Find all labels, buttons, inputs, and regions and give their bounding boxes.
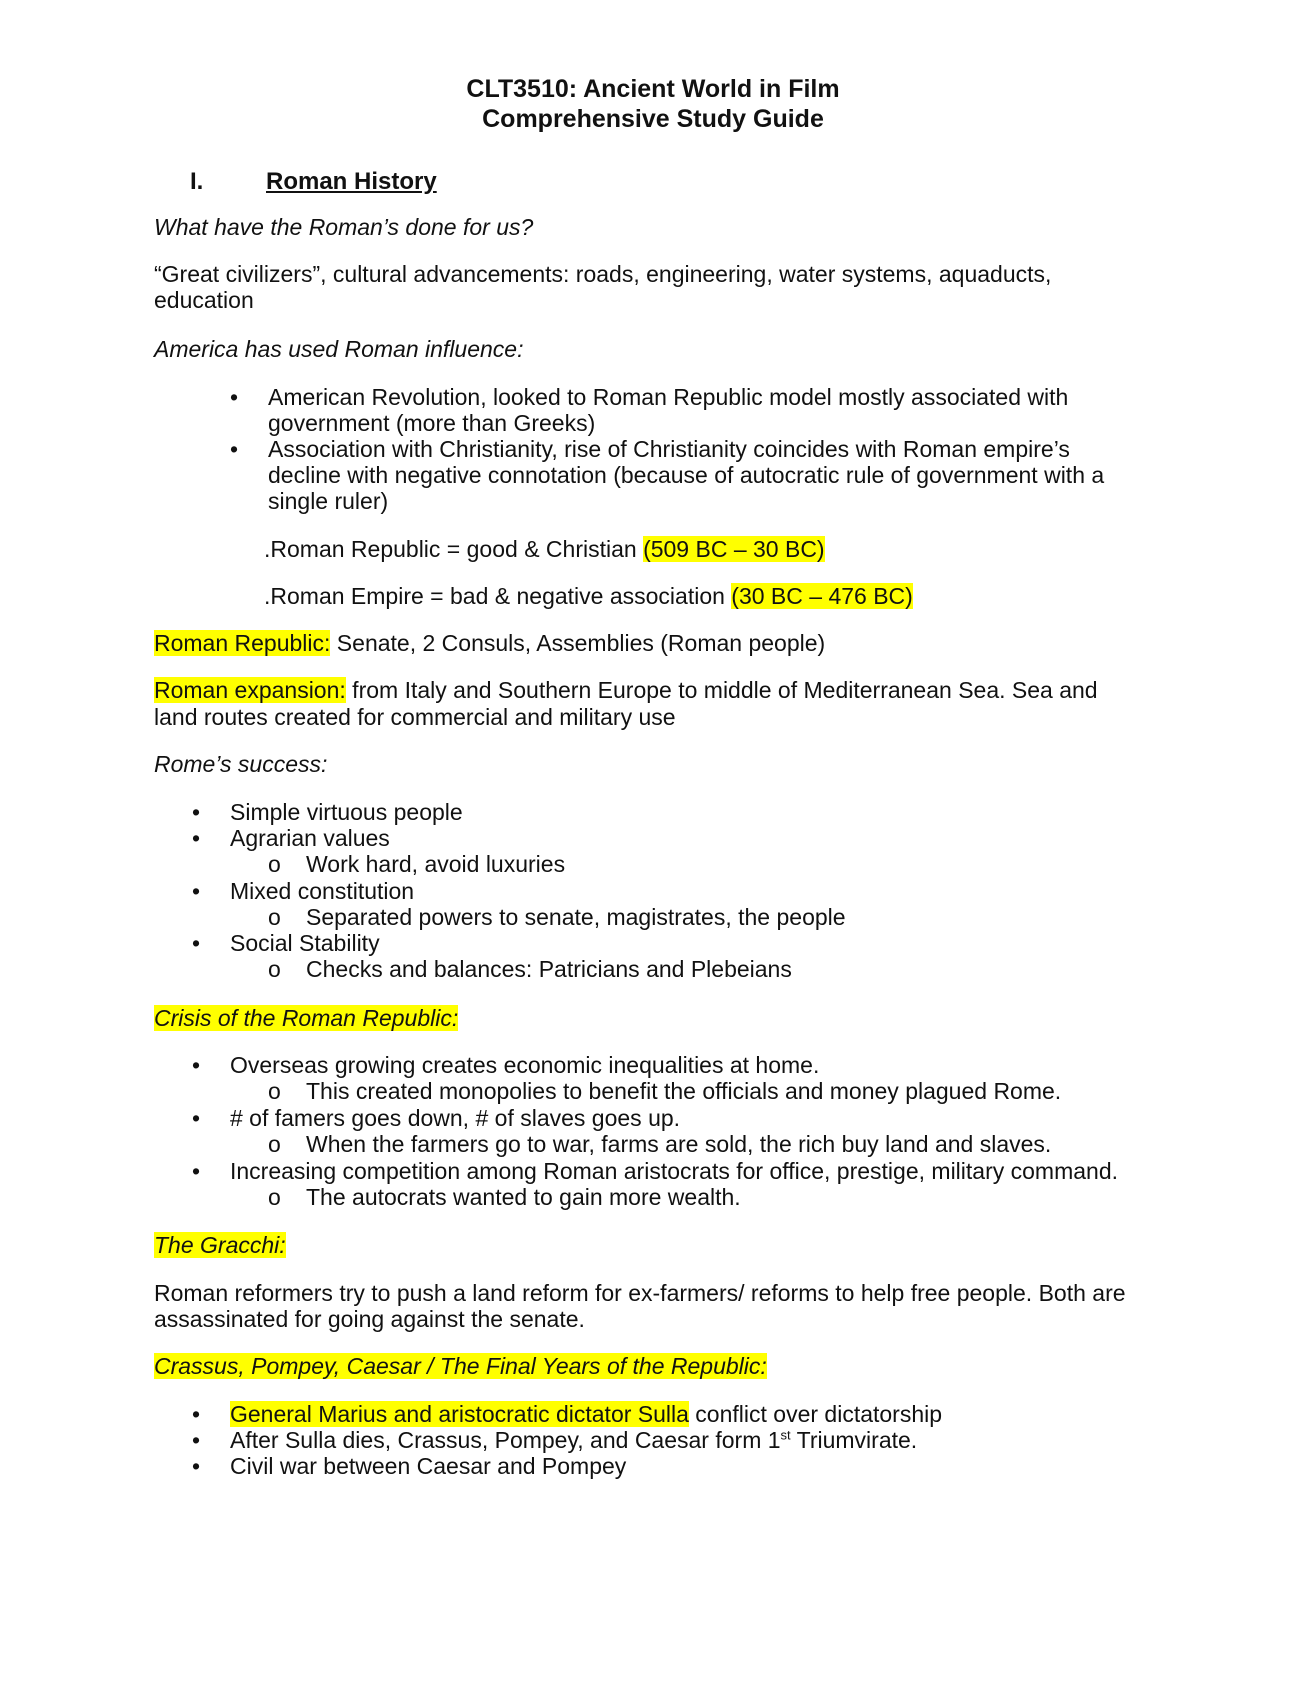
question-romans: What have the Roman’s done for us? (154, 214, 534, 240)
bullet-icon: • (230, 384, 239, 410)
bullet-icon: • (192, 930, 201, 956)
gracchi-line1: Roman reformers try to push a land reform for ex-farmers/ reforms to help free people. Both are (154, 1280, 1126, 1306)
bullet-icon: • (230, 436, 239, 462)
paragraph-civilizers-line1: “Great civilizers”, cultural advancements: roads, engineering, water systems, aquaducts, (154, 261, 1052, 287)
bullet-icon: • (192, 1427, 201, 1453)
circle-bullet-icon: o (268, 956, 281, 982)
bullet-icon: • (192, 1105, 201, 1131)
circle-bullet-icon: o (268, 1131, 281, 1157)
bullet-icon: • (192, 799, 201, 825)
section-title: Roman History (266, 168, 437, 195)
gracchi-heading: The Gracchi: (154, 1232, 286, 1258)
circle-bullet-icon: o (268, 851, 281, 877)
bullet-icon: • (192, 1453, 201, 1479)
empire-dates: (30 BC – 476 BC) (731, 583, 913, 609)
circle-bullet-icon: o (268, 1184, 281, 1210)
circle-bullet-icon: o (268, 904, 281, 930)
roman-expansion-label: Roman expansion: (154, 677, 346, 703)
document-page: CLT3510: Ancient World in Film Comprehensive Study Guide I. Roman History What have the Roman’s done for us? “Great civilizers”, cultural advancements: roads, engineering, water systems, aquaducts, education America has used Roman influence: • American Revolution, looked to Roman Republic model mostly associated with government (more than Greeks) • Association with Christianity, rise of Christianity coincides with Roman empire’s decline with negative connotation (because of autocratic rule of government with a single ruler) .Roman Republic = good & Christian (509 BC – 30 BC) .Roman Empire = bad & negative association (30 BC – 476 BC) Roman Republic: Senate, 2 Consuls, Assemblies (Roman people) Roman expansion: from Italy and Southern Europe to middle of Mediterranean Sea. Sea and land routes created for commercial and military use Rome’s success: • Simple virtuous people • Agrarian values o Work hard, avoid luxuries • Mixed constitution o Separated powers to senate, magistrates, the people • Social Stability o Checks and balances: Patricians and Plebeians Crisis of the Roman Republic: • Overseas growing creates economic inequalities at home. o This created monopolies to benefit the officials and money plagued Rome. • # of famers goes down, # of slaves goes up. o When the farmers go to war, farms are sold, the rich buy land and slaves. • Increasing competition among Roman aristocrats for office, prestige, military command. o The autocrats wanted to gain more wealth. The Gracchi: Roman reformers try to push a land reform for ex-farmers/ reforms to help free people. Both are assassinated for going against the senate. Crassus, Pompey, Caesar / The Final Years of the Republic: • General Marius and aristocratic dictator Sulla conflict over dictatorship • After Sulla dies, Crassus, Pompey, and Caesar form 1st Triumvirate. • Civil war between Caesar and Pompey (0, 0, 1306, 1692)
question-america: America has used Roman influence: (154, 336, 524, 362)
section-heading (190, 168, 437, 195)
bullet-icon: • (192, 1158, 201, 1184)
doc-title-line2: Comprehensive Study Guide (482, 105, 824, 133)
success-heading: Rome’s success: (154, 751, 328, 777)
final-years-heading: Crassus, Pompey, Caesar / The Final Years of the Republic: (154, 1353, 767, 1379)
paragraph-civilizers-line2: education (154, 287, 254, 313)
empire-line: .Roman Empire = bad & negative association (30 BC – 476 BC) (264, 583, 913, 609)
bullet-icon: • (192, 1052, 201, 1078)
bullet-icon: • (192, 825, 201, 851)
crisis-heading: Crisis of the Roman Republic: (154, 1005, 459, 1031)
section-number: I. (190, 168, 204, 195)
roman-republic-line: Roman Republic: Senate, 2 Consuls, Assemblies (Roman people) (154, 630, 826, 656)
roman-expansion-line1: Roman expansion: from Italy and Southern Europe to middle of Mediterranean Sea. Sea and (154, 677, 1098, 703)
doc-title-line1: CLT3510: Ancient World in Film (466, 75, 840, 103)
gracchi-line2: assassinated for going against the senate. (154, 1306, 585, 1332)
bullet-icon: • (192, 878, 201, 904)
republic-line: .Roman Republic = good & Christian (509 BC – 30 BC) (264, 536, 825, 562)
roman-expansion-line2: land routes created for commercial and military use (154, 704, 676, 730)
republic-dates: (509 BC – 30 BC) (643, 536, 825, 562)
circle-bullet-icon: o (268, 1078, 281, 1104)
bullet-icon: • (192, 1401, 201, 1427)
roman-republic-label: Roman Republic: (154, 630, 331, 656)
